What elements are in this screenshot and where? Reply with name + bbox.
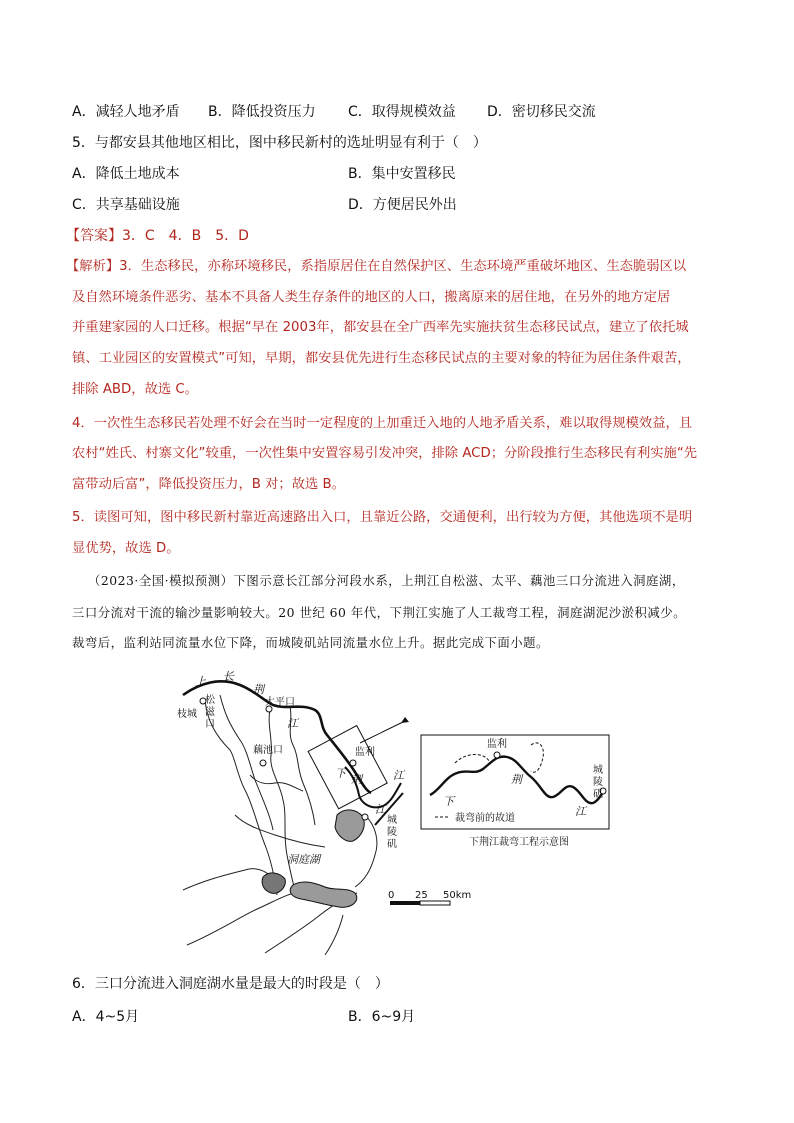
- analysis-line: 富带动后富”，降低投资压力，B 对；故选 B。: [72, 477, 345, 492]
- inset-jiang: 江: [575, 805, 586, 818]
- inset-caption: 下荆江裁弯工程示意图: [469, 837, 569, 848]
- scale-25: 25: [415, 890, 428, 901]
- label-chang: 长: [223, 670, 234, 683]
- q5-option-d: D．方便居民外出: [348, 197, 457, 213]
- label-dongtinghu: 洞庭湖: [287, 853, 320, 866]
- yangtze-river-map: [175, 665, 615, 957]
- q5-stem: 5．与都安县其他地区相比，图中移民新村的选址明显有利于（ ）: [72, 135, 487, 151]
- label-zhicheng: 枝城: [177, 709, 197, 720]
- analysis-line: 4．一次性生态移民若处理不好会在当时一定程度的上加重迁入地的人地矛盾关系，难以取得规模效益，且: [72, 416, 693, 431]
- q6-option-a: A．4~5月: [72, 1009, 140, 1025]
- label-jiang2: 江: [393, 769, 404, 782]
- analysis-line: 排除 ABD，故选 C。: [72, 382, 198, 397]
- q6-stem: 6．三口分流进入洞庭湖水量是最大的时段是（ ）: [72, 976, 389, 992]
- label-jianli: 监利: [355, 747, 375, 758]
- label-jiang1: 江: [287, 717, 298, 730]
- q5-option-b: B．集中安置移民: [348, 166, 456, 182]
- inset-legend: 裁弯前的故道: [455, 813, 515, 824]
- inset-chenglingji: 城陵矶: [593, 765, 603, 800]
- inset-xia: 下: [443, 795, 454, 808]
- label-jiang3: 江: [375, 803, 386, 816]
- q5-option-a: A．降低土地成本: [72, 166, 180, 182]
- analysis-line: 【解析】3．生态移民，亦称环境移民，系指原居住在自然保护区、生态环境严重破坏地区、生态脆弱区以: [66, 259, 687, 274]
- q4-option-c: C．取得规模效益: [348, 104, 456, 120]
- label-xia: 下: [335, 767, 346, 780]
- label-jing1: 荆: [253, 683, 264, 696]
- q4-option-a: A．减轻人地矛盾: [72, 104, 180, 120]
- inset-jianli: 监利: [487, 739, 507, 750]
- q5-option-c: C．共享基础设施: [72, 197, 180, 213]
- scale-0: 0: [388, 890, 395, 901]
- inset-jing: 荆: [511, 773, 522, 786]
- analysis-line: 并重建家园的人口迁移。根据“早在 2003年，都安县在全广西率先实施扶贫生态移民试点，建立了依托城: [72, 320, 689, 335]
- label-taipingkou: 太平口: [265, 697, 295, 708]
- label-shang: 上: [195, 675, 206, 688]
- intro-line: （2023·全国·模拟预测）下图示意长江部分河段水系，上荆江自松滋、太平、藕池三口分流进入洞庭湖，: [88, 573, 685, 588]
- answer-line: 【答案】3．C 4．B 5．D: [66, 228, 249, 244]
- q4-option-d: D．密切移民交流: [487, 104, 596, 120]
- analysis-line: 镇、工业园区的安置模式”可知，早期，都安县优先进行生态移民试点的主要对象的特征为居住条件艰苦，: [72, 351, 691, 366]
- analysis-line: 及自然环境条件恶劣、基本不具备人类生存条件的地区的人口，搬离原来的居住地，在另外的地方定居: [72, 290, 671, 305]
- analysis-line: 5．读图可知，图中移民新村靠近高速路出入口，且靠近公路，交通便利，出行较为方便，其他选项不是明: [72, 510, 693, 525]
- scale-50: 50km: [443, 890, 472, 901]
- label-chenglingji: 城陵矶: [387, 815, 397, 850]
- label-songzikou: 松滋口: [205, 695, 215, 730]
- label-oushikou: 藕池口: [253, 745, 283, 756]
- q4-option-b: B．降低投资压力: [208, 104, 316, 120]
- analysis-line: 显优势，故选 D。: [72, 541, 180, 556]
- label-jing2: 荆: [351, 773, 362, 786]
- intro-line: 三口分流对干流的输沙量影响较大。20 世纪 60 年代，下荆江实施了人工裁弯工程，洞庭湖泥沙淤积减少。: [72, 605, 687, 620]
- intro-line: 裁弯后，监利站同流量水位下降，而城陵矶站同流量水位上升。据此完成下面小题。: [72, 635, 549, 650]
- q6-option-b: B．6~9月: [348, 1009, 416, 1025]
- analysis-line: 农村“姓氏、村寨文化”较重，一次性集中安置容易引发冲突，排除 ACD；分阶段推行生态移民有利实施“先: [72, 446, 698, 461]
